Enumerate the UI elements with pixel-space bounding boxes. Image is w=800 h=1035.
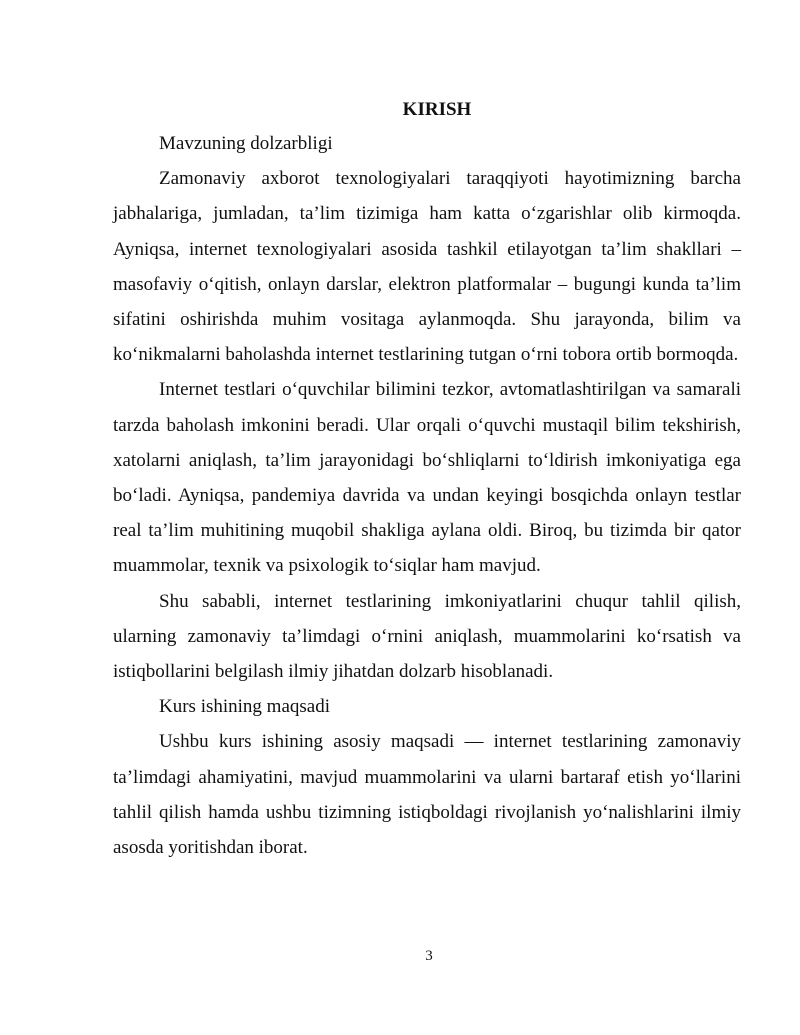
page-number: 3 <box>425 948 433 964</box>
document-page <box>113 93 741 865</box>
paragraph-relevance-1: Zamonaviy axborot texnologiyalari taraqqiyoti hayotimizning barcha jabhalariga, jumladan, ta’lim tizimiga ham katta o‘zgarishlar olib kirmoqda. Ayniqsa, internet texnologiyalari asosida tashkil etilayotgan ta’lim shakllari – masofaviy o‘qitish, onlayn darslar, elektron platformalar – bugungi kunda ta’lim sifatini oshirishda muhim vositaga aylanmoqda. Shu jarayonda, bilim va ko‘nikmalarni baholashda internet testlarining tutgan o‘rni tobora ortib bormoqda. <box>113 168 741 366</box>
paragraph-relevance-3: Shu sababli, internet testlarining imkoniyatlarini chuqur tahlil qilish, ularning zamonaviy ta’limdagi o‘rnini aniqlash, muammolarini ko‘rsatish va istiqbollarini belgilash ilmiy jihatdan dolzarb hisoblanadi. <box>113 590 741 683</box>
subheading-goal: Kurs ishining maqsadi <box>159 696 330 718</box>
paragraph-relevance-2: Internet testlari o‘quvchilar bilimini tezkor, avtomatlashtirilgan va samarali tarzda baholash imkonini beradi. Ular orqali o‘quvchi mustaqil bilim tekshirish, xatolarni aniqlash, ta’lim jarayonidagi bo‘shliqlarni to‘ldirish imkoniyatiga ega bo‘ladi. Ayniqsa, pandemiya davrida va undan keyingi bosqichda onlayn testlar real ta’lim muhitining muqobil shakliga aylana oldi. Biroq, bu tizimda bir qator muammolar, texnik va psixologik to‘siqlar ham mavjud. <box>113 379 741 577</box>
subheading-relevance: Mavzuning dolzarbligi <box>159 133 333 154</box>
section-title: KIRISH <box>402 99 472 120</box>
paragraph-goal: Ushbu kurs ishining asosiy maqsadi — internet testlarining zamonaviy ta’limdagi ahamiyatini, mavjud muammolarini va ularni bartaraf etish yo‘llarini tahlil qilish hamda ushbu tizimning istiqboldagi rivojlanish yo‘nalishlarini ilmiy asosda yoritishdan iborat. <box>113 731 741 859</box>
